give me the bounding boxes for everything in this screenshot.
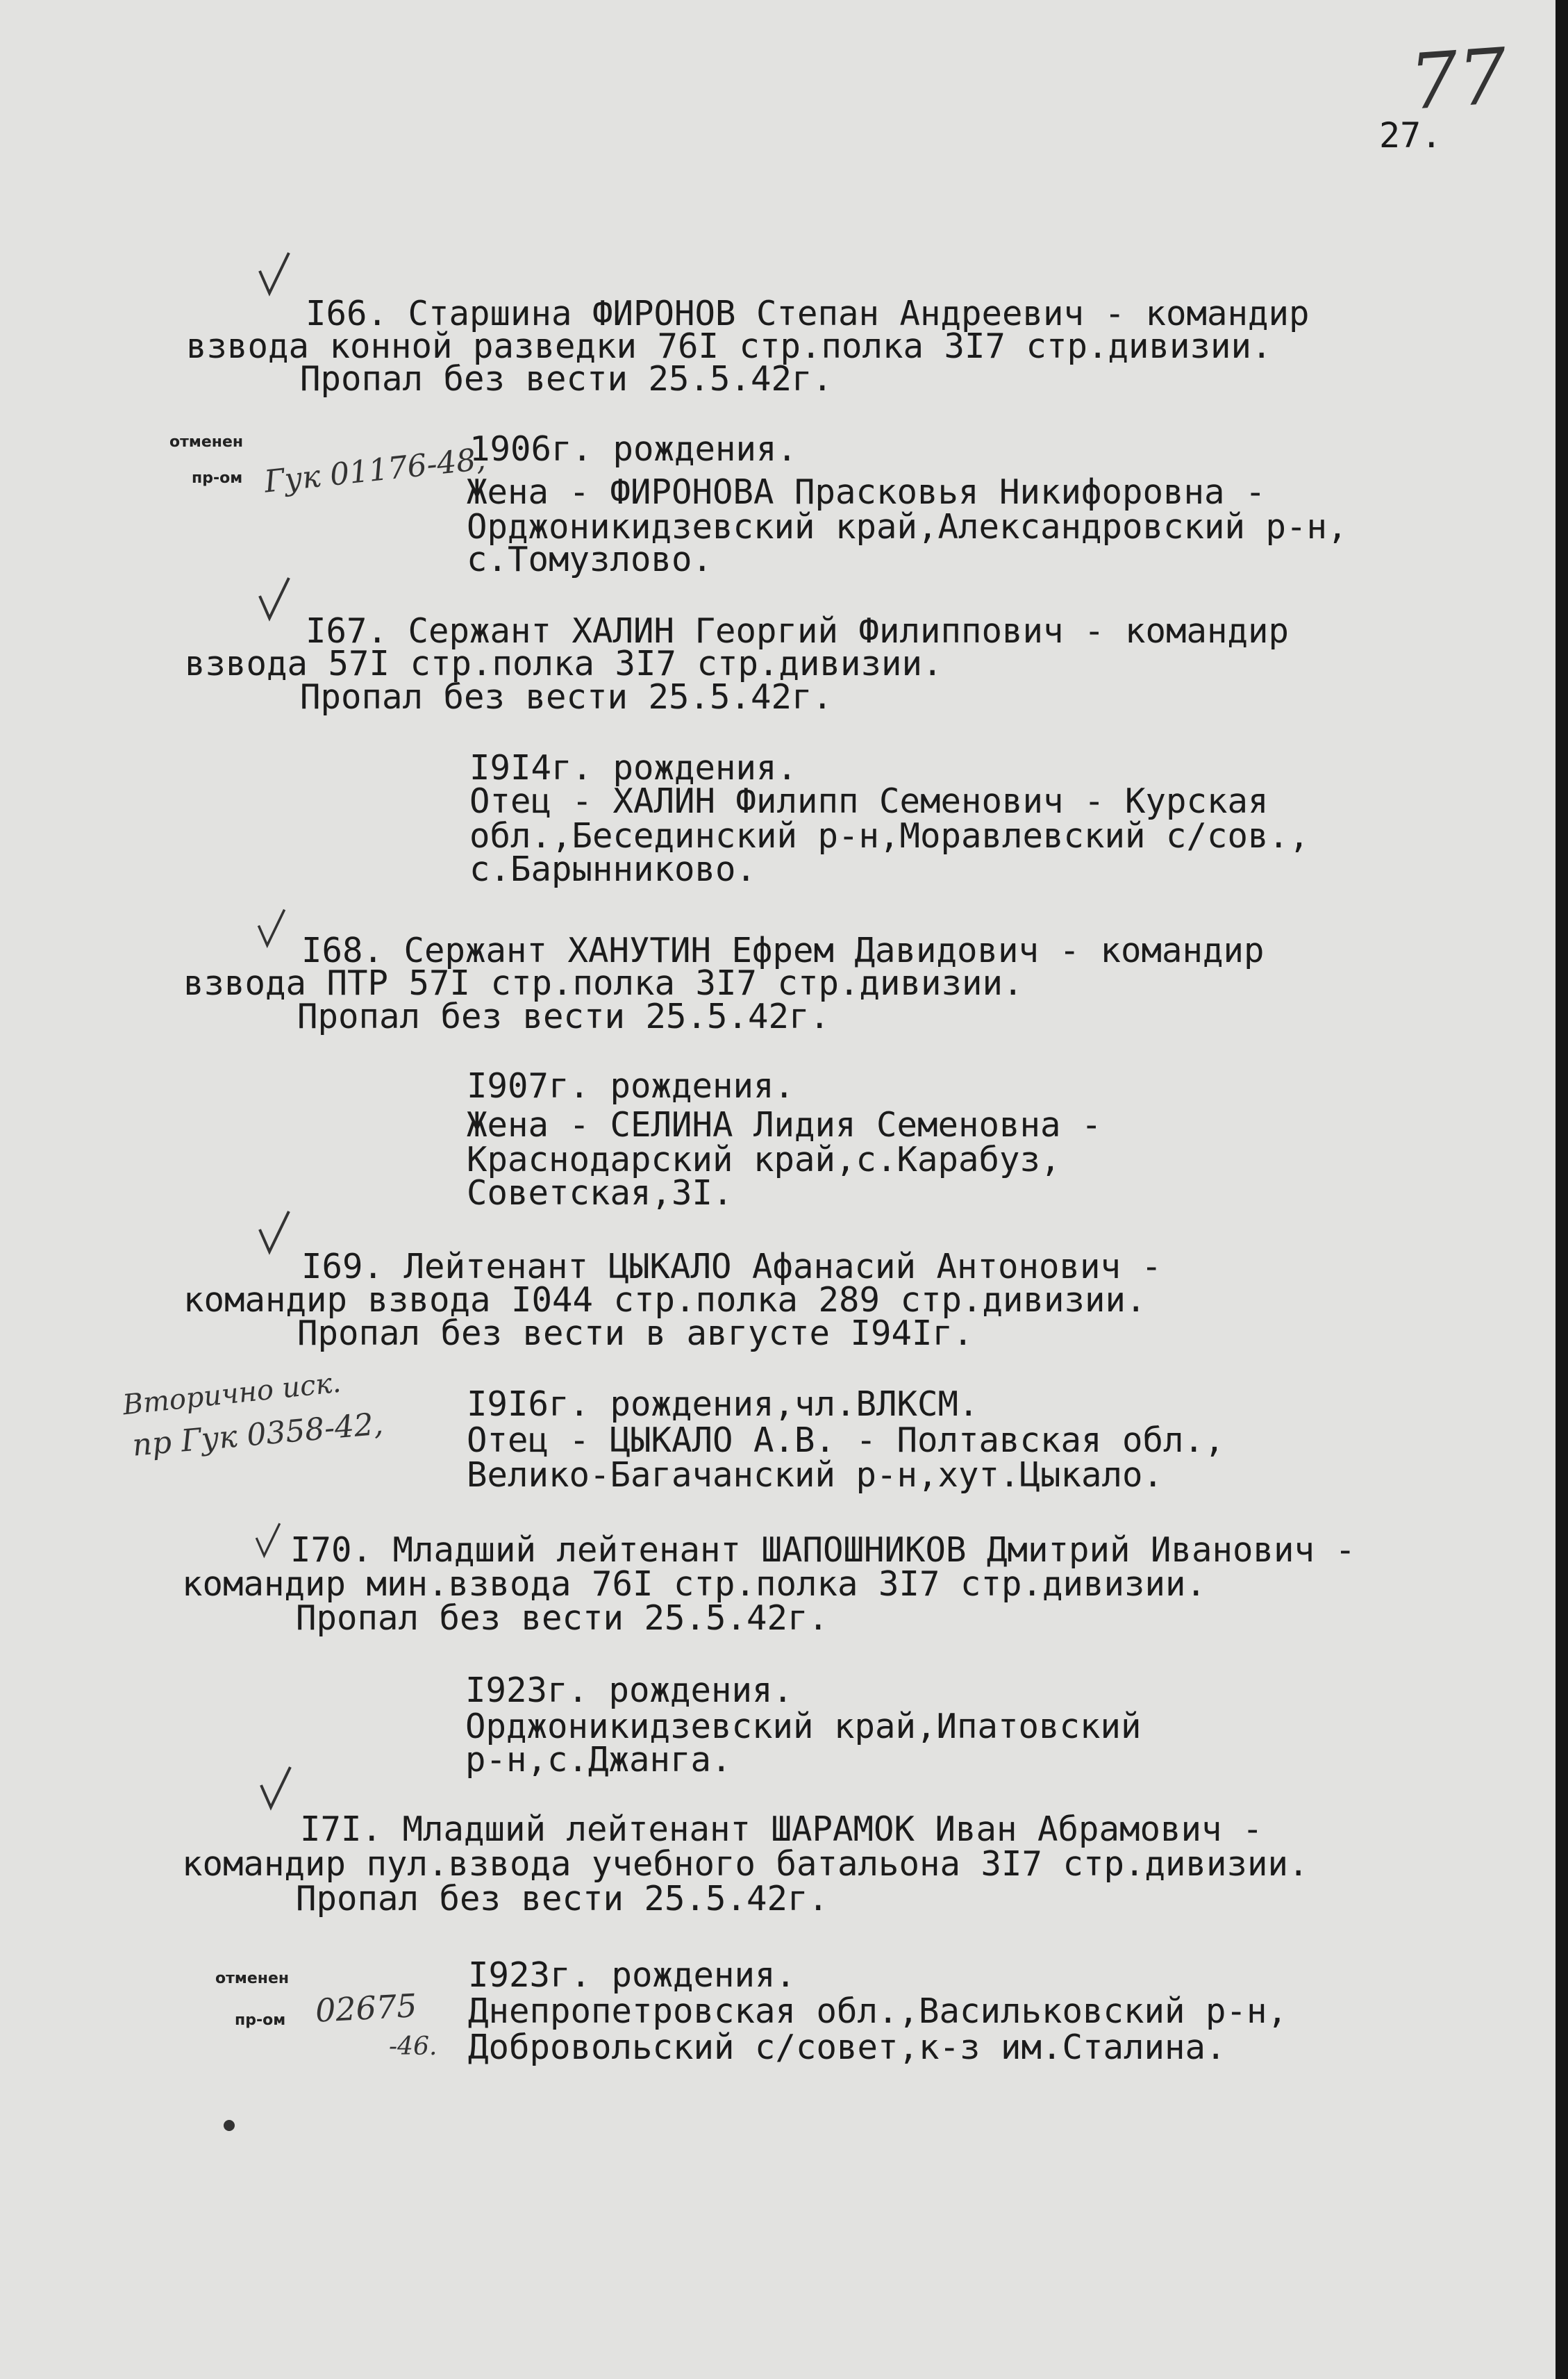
check-mark-icon	[256, 907, 287, 950]
entry-169-line-1: I69. Лейтенант ЦЫКАЛО Афанасий Антонович -	[301, 1247, 1162, 1286]
page-number: 27.	[1379, 115, 1442, 156]
entry-171-detail-1: I923г. рождения.	[468, 1955, 796, 1995]
cancel-stamp-line-1: отменен	[169, 433, 244, 451]
entry-166-line-2: взвода конной разведки 76I стр.полка 3I7 стр.дивизии.	[186, 326, 1272, 366]
entry-168-line-3: Пропал без вести 25.5.42г.	[297, 997, 831, 1036]
entry-169-detail-2: Отец - ЦЫКАЛО А.В. - Полтавская обл.,	[467, 1420, 1225, 1460]
entry-167-detail-4: с.Барынниково.	[469, 849, 757, 889]
entry-166-detail-2: Жена - ФИРОНОВА Прасковья Никифоровна -	[467, 472, 1266, 512]
ink-spot	[224, 2120, 235, 2131]
entry-166-line-3: Пропал без вести 25.5.42г.	[300, 359, 833, 399]
entry-170-detail-1: I923г. рождения.	[465, 1671, 794, 1710]
entry-170-line-1: I70. Младший лейтенант ШАПОШНИКОВ Дмитрий Иванович -	[290, 1530, 1356, 1570]
entry-168-detail-2: Жена - СЕЛИНА Лидия Семеновна -	[467, 1105, 1102, 1145]
entry-171-detail-2: Днепропетровская обл.,Васильковский р-н,	[468, 1991, 1288, 2031]
cancel-stamp-2-line-2: пр-ом	[235, 2012, 286, 2029]
check-mark-icon	[253, 1521, 283, 1560]
entry-171-detail-3: Добровольский с/совет,к-з им.Сталина.	[468, 2028, 1226, 2067]
entry-168-line-2: взвода ПТР 57I стр.полка 3I7 стр.дивизии.	[183, 963, 1024, 1003]
entry-167-detail-1: I9I4г. рождения.	[469, 748, 798, 788]
entry-169-line-3: Пропал без вести в августе I94Iг.	[297, 1313, 974, 1353]
entry-167-line-1: I67. Сержант ХАЛИН Георгий Филиппович - командир	[306, 611, 1290, 651]
entry-169-detail-1: I9I6г. рождения,чл.ВЛКСМ.	[467, 1384, 979, 1424]
entry-170-line-3: Пропал без вести 25.5.42г.	[296, 1598, 829, 1638]
entry-168-detail-3: Краснодарский край,с.Карабуз,	[467, 1140, 1061, 1179]
entry-168-detail-4: Советская,3I.	[467, 1173, 733, 1213]
cancel-order-2-year: -46.	[389, 2032, 437, 2061]
cancel-stamp-2-line-1: отменен	[215, 1970, 290, 1987]
entry-167-line-2: взвода 57I стр.полка 3I7 стр.дивизии.	[185, 644, 943, 683]
entry-166-line-1: I66. Старшина ФИРОНОВ Степан Андреевич - командир	[306, 294, 1310, 333]
cancel-stamp-line-2: пр-ом	[192, 470, 243, 487]
entry-167-detail-3: обл.,Бесединский р-н,Моравлевский с/сов.,	[469, 816, 1310, 856]
cancel-order-2-number: 02675	[314, 1987, 418, 2030]
check-mark-icon	[257, 575, 292, 624]
archive-page-number: 77	[1406, 31, 1510, 127]
search-note-line-2: пр Гук 0358-42,	[131, 1406, 385, 1464]
scan-edge	[1556, 0, 1568, 2379]
entry-171-line-2: командир пул.взвода учебного батальона 3I7 стр.дивизии.	[182, 1844, 1309, 1884]
entry-171-line-3: Пропал без вести 25.5.42г.	[296, 1879, 829, 1918]
entry-168-detail-1: I907г. рождения.	[467, 1066, 795, 1106]
check-mark-icon	[258, 1764, 293, 1813]
entry-170-detail-3: р-н,с.Джанга.	[465, 1740, 732, 1780]
entry-171-line-1: I7I. Младший лейтенант ШАРАМОК Иван Абрамович -	[300, 1809, 1263, 1849]
entry-166-detail-1: 1906г. рождения.	[469, 429, 798, 469]
cancel-order-handwriting: Гук 01176-48,	[262, 441, 487, 500]
entry-167-detail-2: Отец - ХАЛИН Филипп Семенович - Курская	[469, 781, 1269, 821]
entry-166-detail-4: с.Томузлово.	[467, 540, 713, 579]
check-mark-icon	[257, 250, 292, 299]
entry-168-line-1: I68. Сержант ХАНУТИН Ефрем Давидович - командир	[301, 931, 1265, 970]
search-note-line-1: Вторично иск.	[121, 1366, 343, 1422]
entry-166-detail-3: Орджоникидзевский край,Александровский р-н,	[467, 507, 1348, 547]
entry-167-line-3: Пропал без вести 25.5.42г.	[300, 677, 833, 717]
check-mark-icon	[257, 1209, 292, 1257]
entry-170-detail-2: Орджоникидзевский край,Ипатовский	[465, 1707, 1142, 1746]
entry-169-detail-3: Велико-Багачанский р-н,хут.Цыкало.	[467, 1455, 1164, 1495]
entry-170-line-2: командир мин.взвода 76I стр.полка 3I7 стр.дивизии.	[182, 1564, 1207, 1604]
entry-169-line-2: командир взвода I044 стр.полка 289 стр.дивизии.	[183, 1280, 1146, 1320]
